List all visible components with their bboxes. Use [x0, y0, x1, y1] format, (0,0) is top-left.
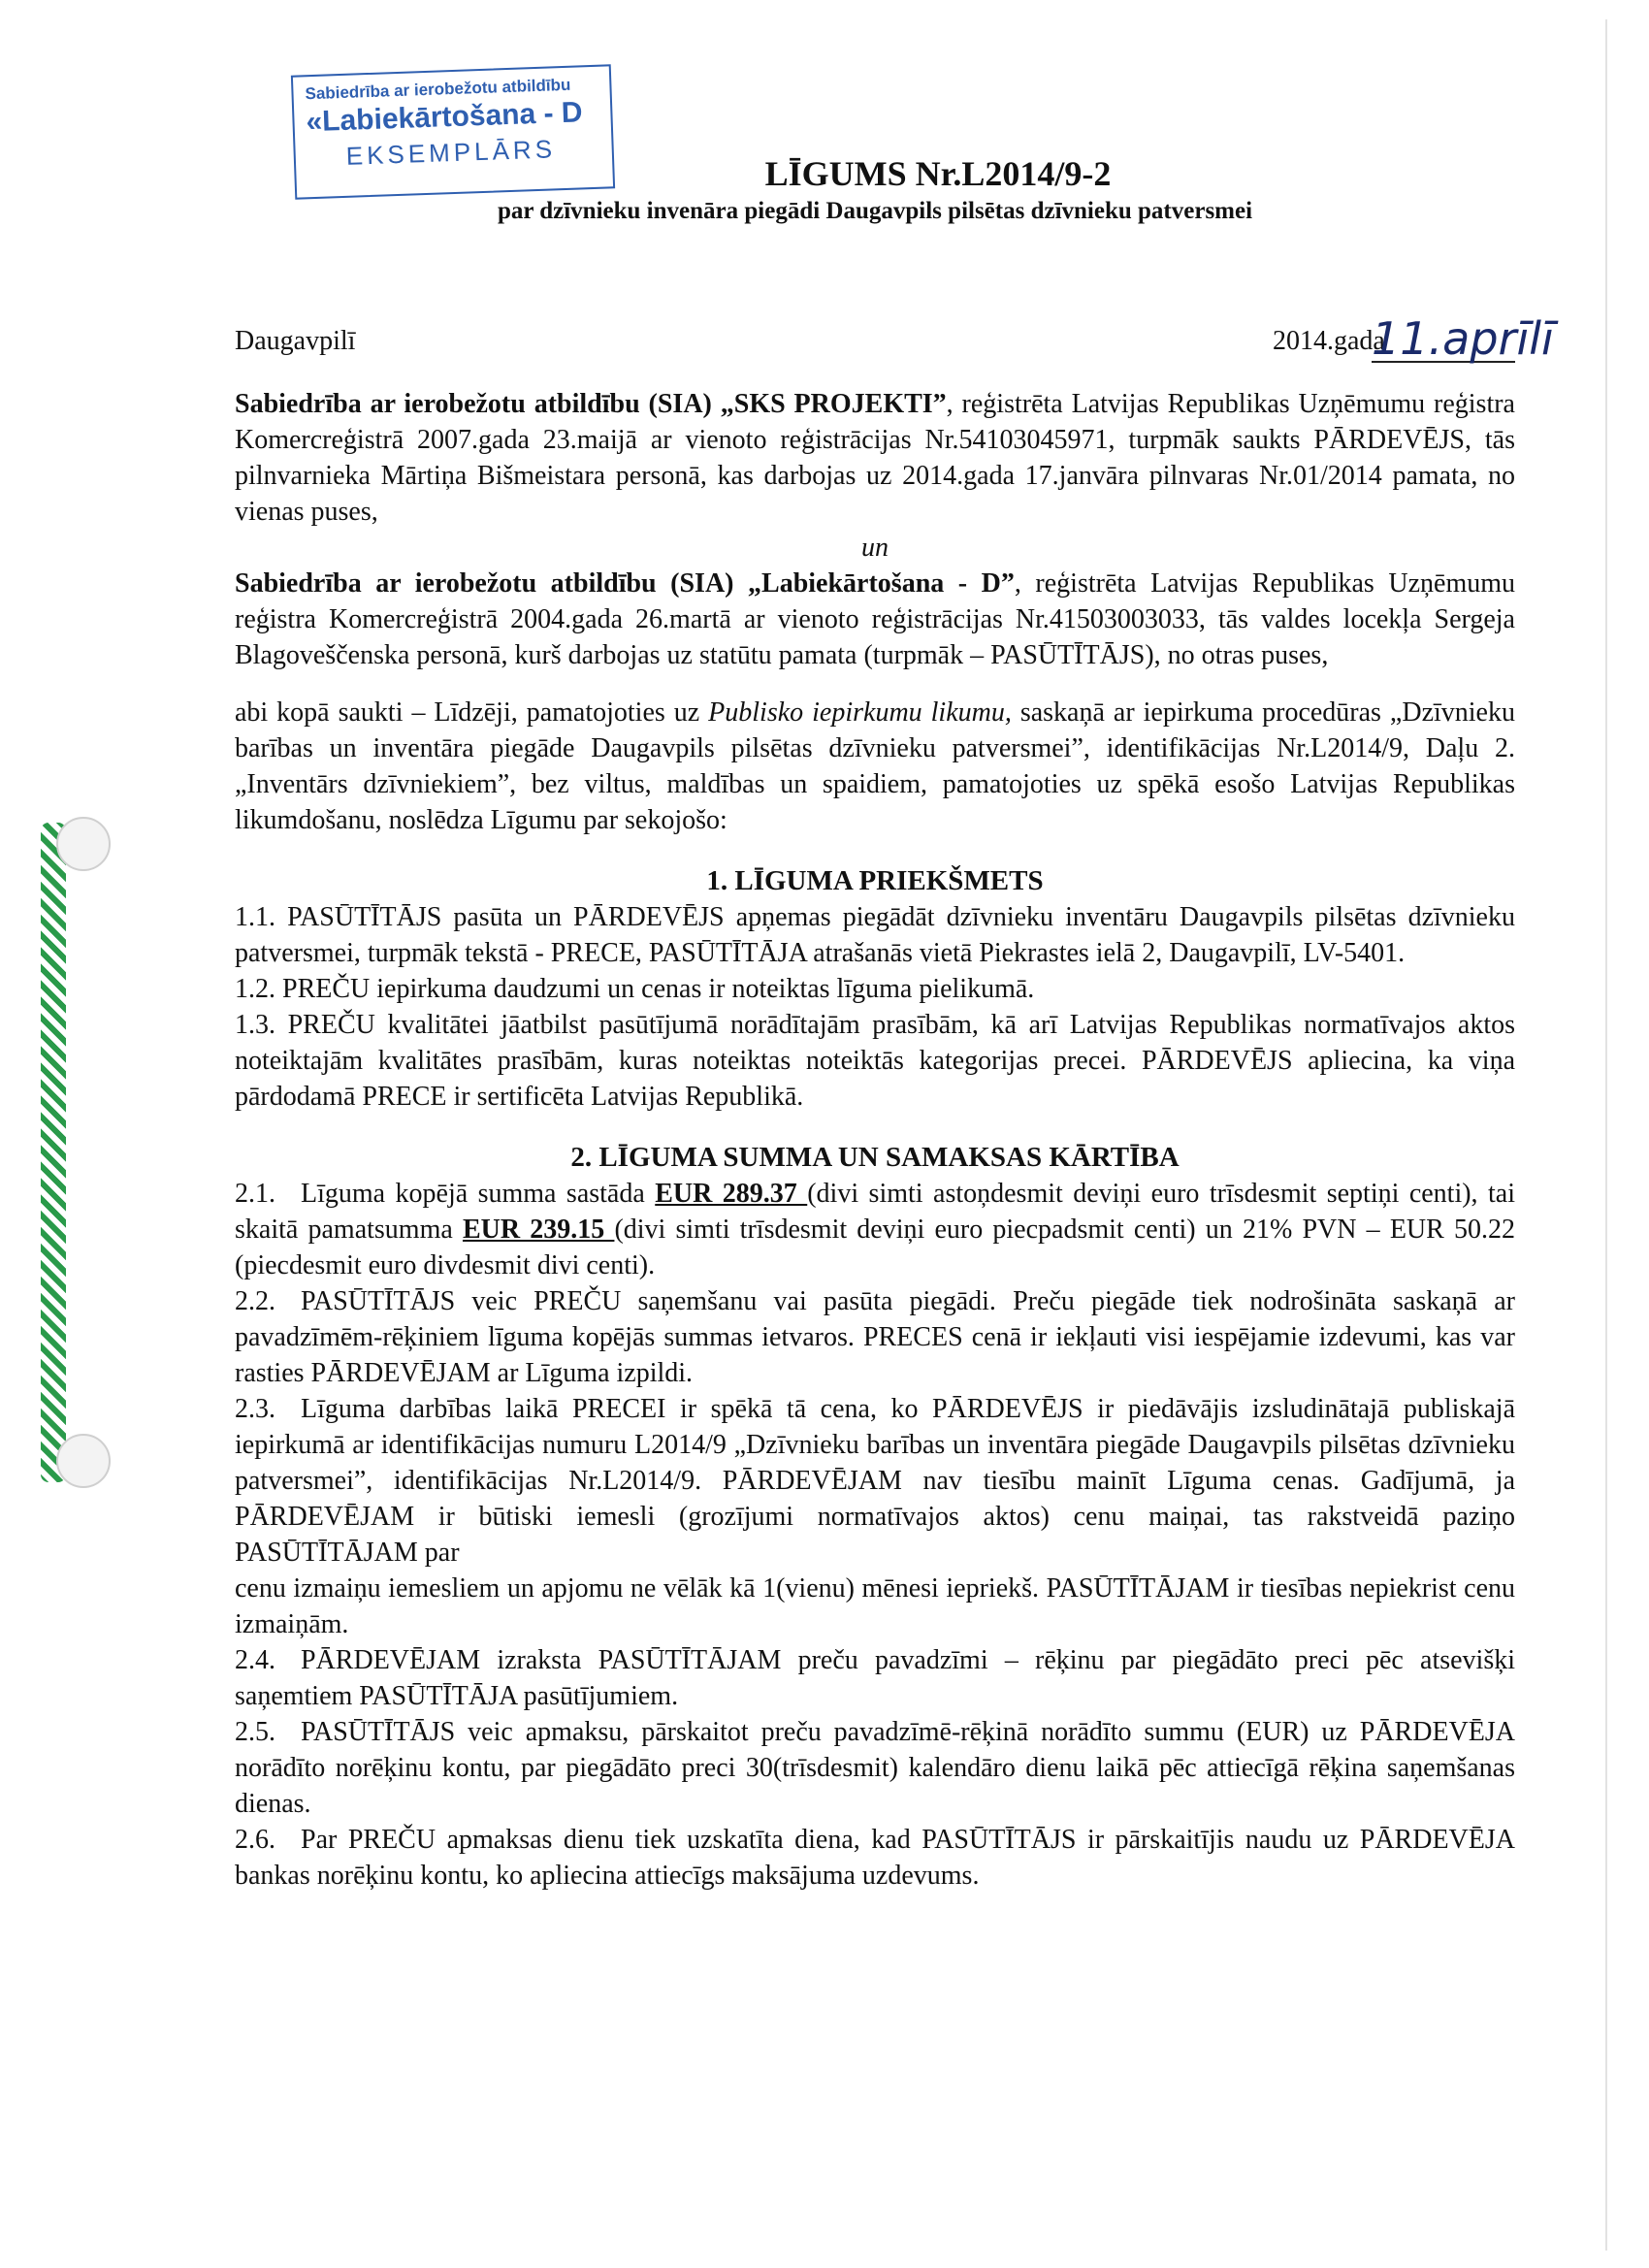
clause-2-2 — [235, 1283, 1515, 1391]
clause-1-1: 1.1. PASŪTĪTĀJS pasūta un PĀRDEVĒJS apņemas piegādāt dzīvnieku inventāru Daugavpils pilsētas dzīvnieku patversmei, turpmāk tekstā - PRECE, PASŪTĪTĀJA atrašanās vietā Piekrastes ielā 2, Daugavpilī, LV-5401. — [235, 902, 1515, 968]
clause-2-6 — [235, 1822, 1515, 1894]
section-2-heading: 2. LĪGUMA SUMMA UN SAMAKSAS KĀRTĪBA — [570, 1142, 1180, 1173]
binding-hole-top — [56, 817, 111, 871]
clause-text: Līguma kopējā summa sastāda — [301, 1179, 656, 1209]
contract-title: LĪGUMS Nr.L2014/9-2 — [764, 154, 1112, 193]
intro-paragraph — [235, 695, 1515, 838]
page-edge — [1605, 19, 1607, 2251]
clause-number: 2.5. — [235, 1717, 275, 1747]
clause-number: 2.4. — [235, 1645, 275, 1675]
intro-after: saskaņā ar iepirkuma procedūras „Dzīvnieku barības un inventāra piegāde Daugavpils pilsētas dzīvnieku patversmei”, identifikācijas Nr.L2014/9, Daļu 2. „Inventārs dzīvniekiem”, bez viltus, maldības un spaidiem, pamatojoties uz spēkā esošo Latvijas Republikas likumdošanu, noslēdza Līgumu par sekojošo: — [235, 697, 1515, 835]
place: Daugavpilī — [235, 326, 356, 356]
binding-thread — [41, 823, 66, 1482]
contract-subtitle: par dzīvnieku invenāra piegādi Daugavpils pilsētas dzīvnieku patversmei — [497, 198, 1253, 224]
base-amount: EUR 239.15 — [462, 1215, 615, 1245]
clause-number: 2.2. — [235, 1286, 275, 1316]
clause-number: 2.1. — [235, 1179, 275, 1209]
handwritten-date: 11.aprīlī — [1372, 312, 1554, 365]
clause-1-2: 1.2. PREČU iepirkuma daudzumi un cenas ir noteiktas līguma pielikumā. — [235, 974, 1035, 1004]
clause-text: PĀRDEVĒJAM izraksta PASŪTĪTĀJAM preču pavadzīmi – rēķinu par piegādāto preci pēc atsevišķi saņemtiem PASŪTĪTĀJA pasūtījumiem. — [235, 1645, 1515, 1711]
clause-text: (divi simti astoņdesmit deviņi euro trīsdesmit septiņi centi), tai skaitā pamatsumma — [235, 1179, 1515, 1245]
clause-number: 2.6. — [235, 1825, 275, 1855]
intro-law: Publisko iepirkumu likumu, — [708, 697, 1012, 728]
total-amount: EUR 289.37 — [655, 1179, 808, 1209]
clause-number: 2.3. — [235, 1394, 275, 1424]
contract-document — [235, 153, 1554, 1894]
party-buyer — [235, 566, 1515, 673]
seller-details: , reģistrēta Latvijas Republikas Uzņēmumu reģistra Komercreģistrā 2007.gada 23.maijā ar vienoto reģistrācijas Nr.54103045971, turpmāk saukts PĀRDEVĒJS, tās pilnvarnieka Mārtiņa Bišmeistara personā, kas darbojas uz 2014.gada 17.janvāra pilnvaras Nr.01/2014 pamata, no vienas puses, — [235, 389, 1515, 527]
clause-2-1 — [235, 1176, 1515, 1283]
buyer-details: , reģistrēta Latvijas Republikas Uzņēmumu reģistra Komercreģistrā 2004.gada 26.martā ar vienoto reģistrācijas Nr.41503003033, tās valdes locekļa Sergeja Blagoveščenska personā, kurš darbojas uz statūtu pamata (turpmāk – PASŪTĪTĀJS), no otras puses, — [235, 568, 1515, 670]
stamp-line-3: EKSEMPLĀRS — [345, 134, 557, 171]
clause-2-5 — [235, 1714, 1515, 1822]
conjunction: un — [861, 533, 889, 563]
stamp-line-1: Sabiedrība ar ierobežotu atbildību — [305, 75, 571, 104]
clause-text: Par PREČU apmaksas dienu tiek uzskatīta diena, kad PASŪTĪTĀJS ir pārskaitījis naudu uz PĀRDEVĒJA bankas norēķinu kontu, ko apliecina attiecīgs maksājuma uzdevums. — [235, 1825, 1515, 1891]
party-seller — [235, 386, 1515, 530]
clause-2-3-continued: cenu izmaiņu iemesliem un apjomu ne vēlāk kā 1(vienu) mēnesi iepriekš. PASŪTĪTĀJAM ir tiesības nepiekrist cenu izmaiņām. — [235, 1573, 1515, 1639]
stamp-line-2: «Labiekārtošana - D — [305, 96, 584, 139]
clause-text: PASŪTĪTĀJS veic PREČU saņemšanu vai pasūta piegādi. Preču piegāde tiek nodrošināta saskaņā ar pavadzīmēm-rēķiniem līguma kopējās summas ietvaros. PRECES cenā ir iekļauti visi iespējamie izdevumi, kas var rasties PĀRDEVĒJAM ar Līguma izpildi. — [235, 1286, 1515, 1388]
clause-text: (divi simti trīsdesmit deviņi euro piecpadsmit centi) un 21% PVN – EUR 50.22 (piecdesmit euro divdesmit divi centi). — [235, 1215, 1515, 1280]
section-1-heading: 1. LĪGUMA PRIEKŠMETS — [706, 865, 1044, 896]
seller-name: Sabiedrība ar ierobežotu atbildību (SIA) „SKS PROJEKTI” — [235, 389, 947, 419]
year: 2014.gada — [1273, 326, 1385, 356]
intro-before: abi kopā saukti – Līdzēji, pamatojoties uz — [235, 697, 709, 728]
date-line — [235, 312, 1554, 365]
binding-hole-bottom — [56, 1434, 111, 1488]
buyer-name: Sabiedrība ar ierobežotu atbildību (SIA) „Labiekārtošana - D” — [235, 568, 1015, 599]
clause-2-3 — [235, 1391, 1515, 1571]
clause-text: Līguma darbības laikā PRECEI ir spēkā tā cena, ko PĀRDEVĒJS ir piedāvājis izsludinātajā publiskajā iepirkumā ar identifikācijas numuru L2014/9 „Dzīvnieku barības un inventāra piegāde Daugavpils pilsētas dzīvnieku patversmei”, identifikācijas Nr.L2014/9. PĀRDEVĒJAM nav tiesību mainīt Līguma cenas. Gadījumā, ja PĀRDEVĒJAM ir būtiski iemesli (grozījumi normatīvajos aktos) cenu maiņai, tas rakstveidā paziņo PASŪTĪTĀJAM par — [235, 1394, 1515, 1568]
clause-text: PASŪTĪTĀJS veic apmaksu, pārskaitot preču pavadzīmē-rēķinā norādīto summu (EUR) uz PĀRDEVĒJA norādīto norēķinu kontu, par piegādāto preci 30(trīsdesmit) kalendāro dienu laikā pēc attiecīgā rēķina saņemšanas dienas. — [235, 1717, 1515, 1819]
clause-2-4 — [235, 1642, 1515, 1714]
clause-1-3: 1.3. PREČU kvalitātei jāatbilst pasūtījumā norādītajām prasībām, kā arī Latvijas Republikas normatīvajos aktos noteiktajām kvalitātes prasībām, kuras noteiktas noteiktās kategorijas precei. PĀRDEVĒJS apliecina, ka viņa pārdodamā PRECE ir sertificēta Latvijas Republikā. — [235, 1010, 1515, 1112]
